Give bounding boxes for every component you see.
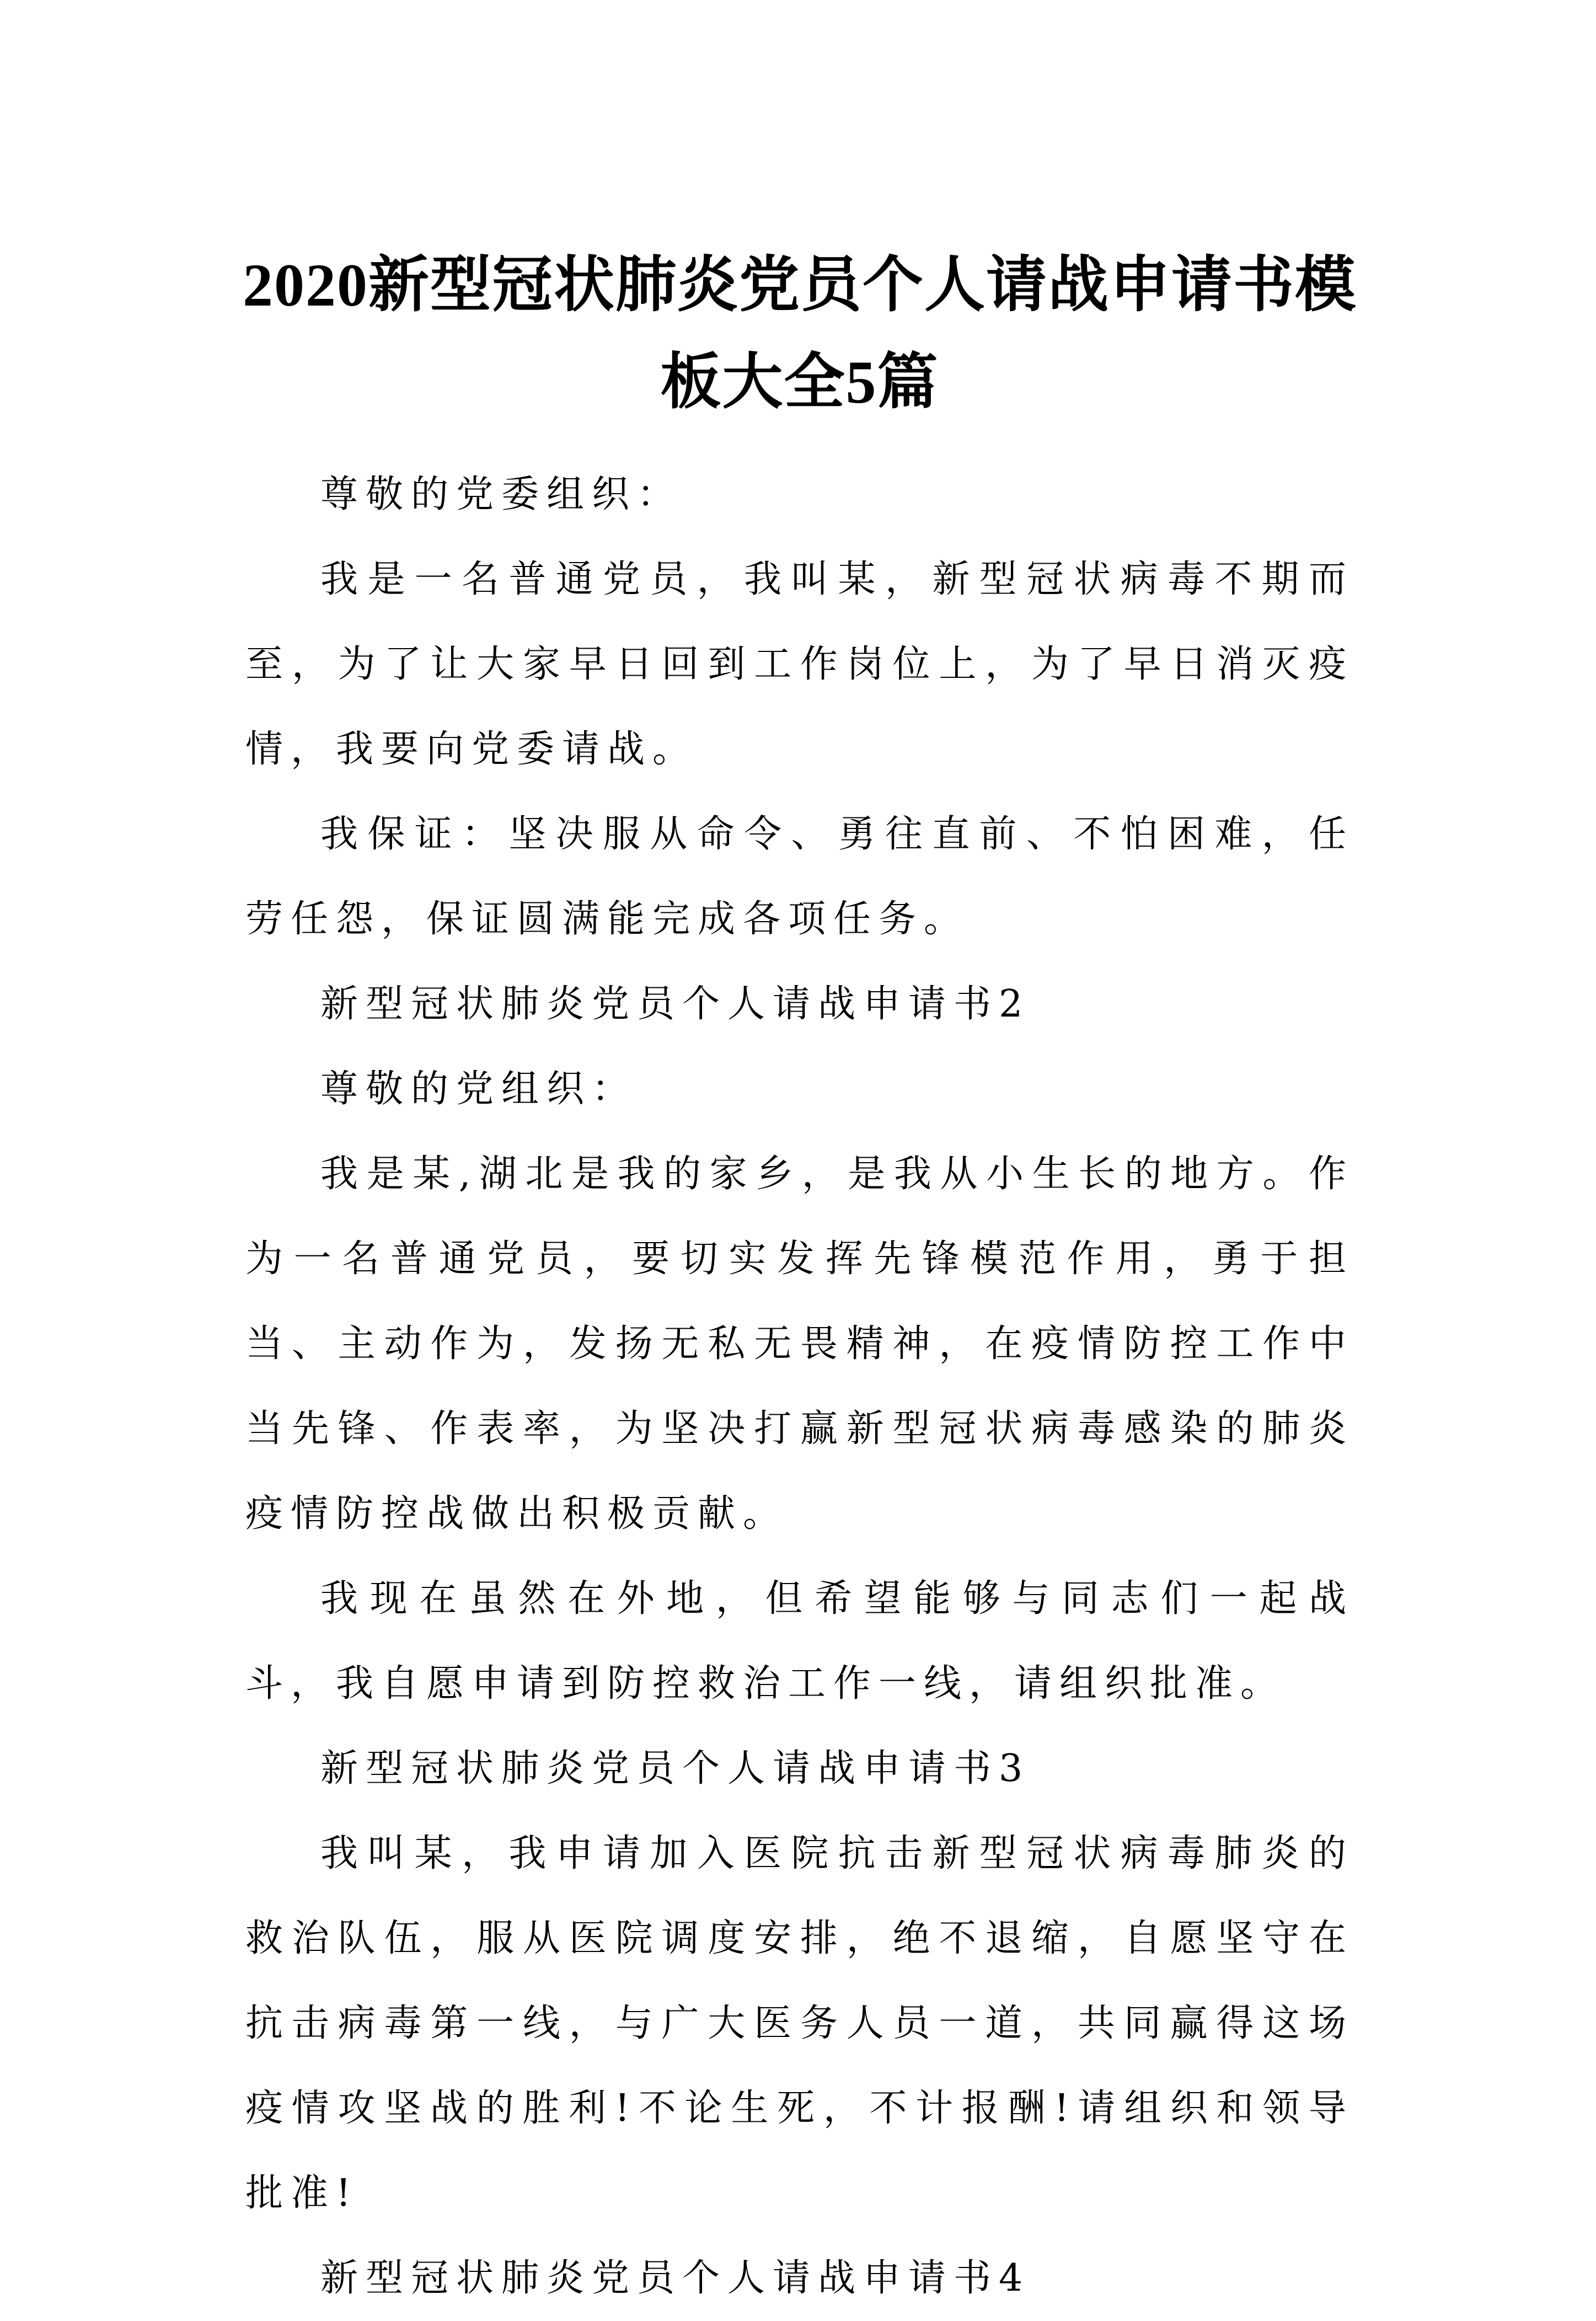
section-heading-3: 新型冠状肺炎党员个人请战申请书3 — [320, 1747, 1031, 1790]
document-body — [245, 452, 1354, 2321]
paragraph: 我保证：坚决服从命令、勇往直前、不怕困难，任劳任怨，保证圆满能完成各项任务。 — [245, 812, 1354, 941]
paragraph: 我现在虽然在外地，但希望能够与同志们一起战斗，我自愿申请到防控救治工作一线，请组织批准。 — [245, 1577, 1354, 1705]
title-line-2: 板大全5篇 — [660, 348, 939, 416]
paragraph: 我是一名普通党员，我叫某，新型冠状病毒不期而至，为了让大家早日回到工作岗位上，为了早日消灭疫情，我要向党委请战。 — [245, 558, 1354, 771]
section-heading-2: 新型冠状肺炎党员个人请战申请书2 — [320, 982, 1031, 1026]
paragraph: 我是某,湖北是我的家乡，是我从小生长的地方。作为一名普通党员，要切实发挥先锋模范作用，勇于担当、主动作为，发扬无私无畏精神，在疫情防控工作中当先锋、作表率，为坚决打赢新型冠状病毒感染的肺炎疫情防控战做出积极贡献。 — [245, 1152, 1354, 1536]
salutation-1: 尊敬的党委组织： — [320, 473, 683, 516]
paragraph: 我叫某，我申请加入医院抗击新型冠状病毒肺炎的救治队伍，服从医院调度安排，绝不退缩，自愿坚守在抗击病毒第一线，与广大医务人员一道，共同赢得这场疫情攻坚战的胜利!不论生死，不计报酬!请组织和领导批准! — [245, 1832, 1354, 2215]
document-title — [243, 237, 1357, 431]
title-line-1: 2020新型冠状肺炎党员个人请战申请书模 — [243, 251, 1357, 319]
salutation-2: 尊敬的党组织： — [320, 1067, 638, 1111]
section-heading-4: 新型冠状肺炎党员个人请战申请书4 — [320, 2256, 1031, 2300]
